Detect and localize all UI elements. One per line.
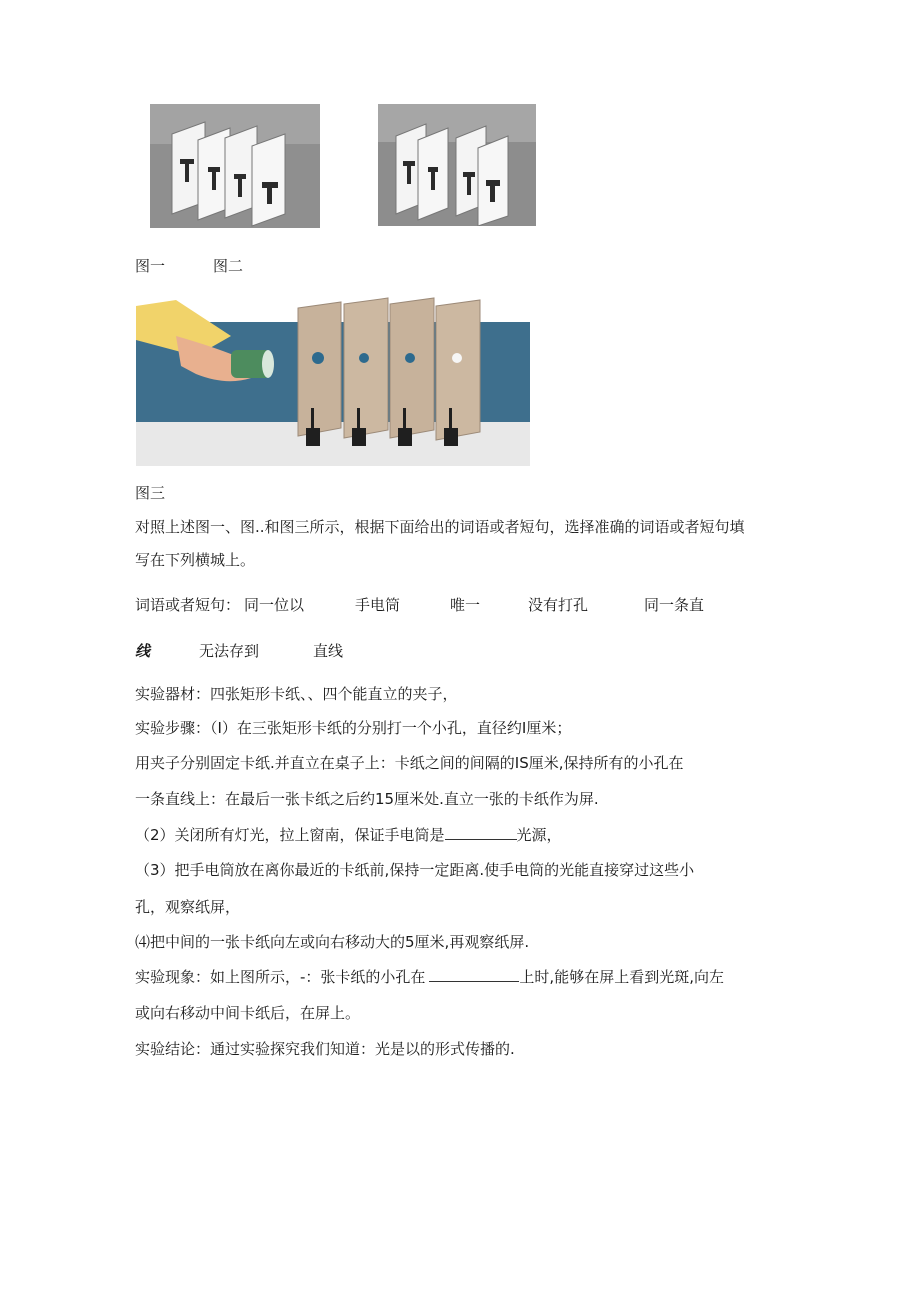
phenomenon-line-b: 或向右移动中间卡纸后，在屏上。 (135, 1004, 361, 1022)
figure-3-caption: 图三 (135, 484, 166, 502)
figure-2-image (378, 104, 536, 226)
intro-line-1: 对照上述图一、图..和图三所示，根据下面给出的词语或者短句，选择准确的词语或者短句填 (135, 518, 745, 536)
word-list (135, 594, 755, 614)
word-list-label: 词语或者短句： (135, 596, 241, 614)
word-item: 同一位以 (244, 596, 305, 614)
step1-line-c: 一条直线上：在最后一张卡纸之后约15厘米处.直立一张的卡纸作为屏. (135, 790, 599, 808)
figure-3-image (136, 296, 530, 466)
word-item: 没有打孔 (528, 596, 589, 614)
conclusion-line: 实验结论：通过实验探究我们知道：光是以的形式传播的. (135, 1040, 515, 1058)
figure-1-image (150, 104, 320, 228)
step2-text-before: （2）关闭所有灯光，拉上窗南，保证手电筒是 (135, 826, 445, 844)
word-item: 同一条直 (644, 596, 705, 614)
step2-text-after: 光源， (516, 826, 562, 844)
step1-line-b: 用夹子分别固定卡纸.并直立在桌子上：卡纸之间的间隔的IS厘米,保持所有的小孔在 (135, 754, 684, 772)
figure-2-caption: 图二 (213, 257, 244, 275)
phenomenon-answer-blank[interactable] (429, 967, 519, 982)
phenomenon-text-after: 上时,能够在屏上看到光斑,向左 (519, 968, 724, 986)
word-item: 线 (135, 642, 151, 660)
intro-line-2: 写在下列横城上。 (135, 551, 256, 569)
step2-line (135, 824, 562, 845)
step3-line-b: 孔，观察纸屏， (135, 898, 241, 916)
step4-line: ⑷把中间的一张卡纸向左或向右移动大的5厘米,再观察纸屏. (135, 933, 530, 951)
word-item: 手电筒 (355, 596, 401, 614)
step3-line-a: （3）把手电筒放在离你最近的卡纸前,保持一定距离.使手电筒的光能直接穿过这些小 (135, 861, 695, 879)
word-item: 无法存到 (199, 642, 260, 660)
step2-answer-blank[interactable] (445, 825, 517, 840)
word-item: 直线 (313, 642, 344, 660)
word-list-continued (135, 640, 755, 660)
materials-line: 实验器材：四张矩形卡纸、、四个能直立的夹子， (135, 685, 458, 703)
phenomenon-text-before: 实验现象：如上图所示，-：张卡纸的小孔在 (135, 968, 426, 986)
step1-line-a: 实验步骤：（I）在三张矩形卡纸的分别打一个小孔，直径约I厘米； (135, 719, 572, 737)
phenomenon-line-a (135, 966, 724, 987)
word-item: 唯一 (450, 596, 481, 614)
figure-1-caption: 图一 (135, 257, 166, 275)
